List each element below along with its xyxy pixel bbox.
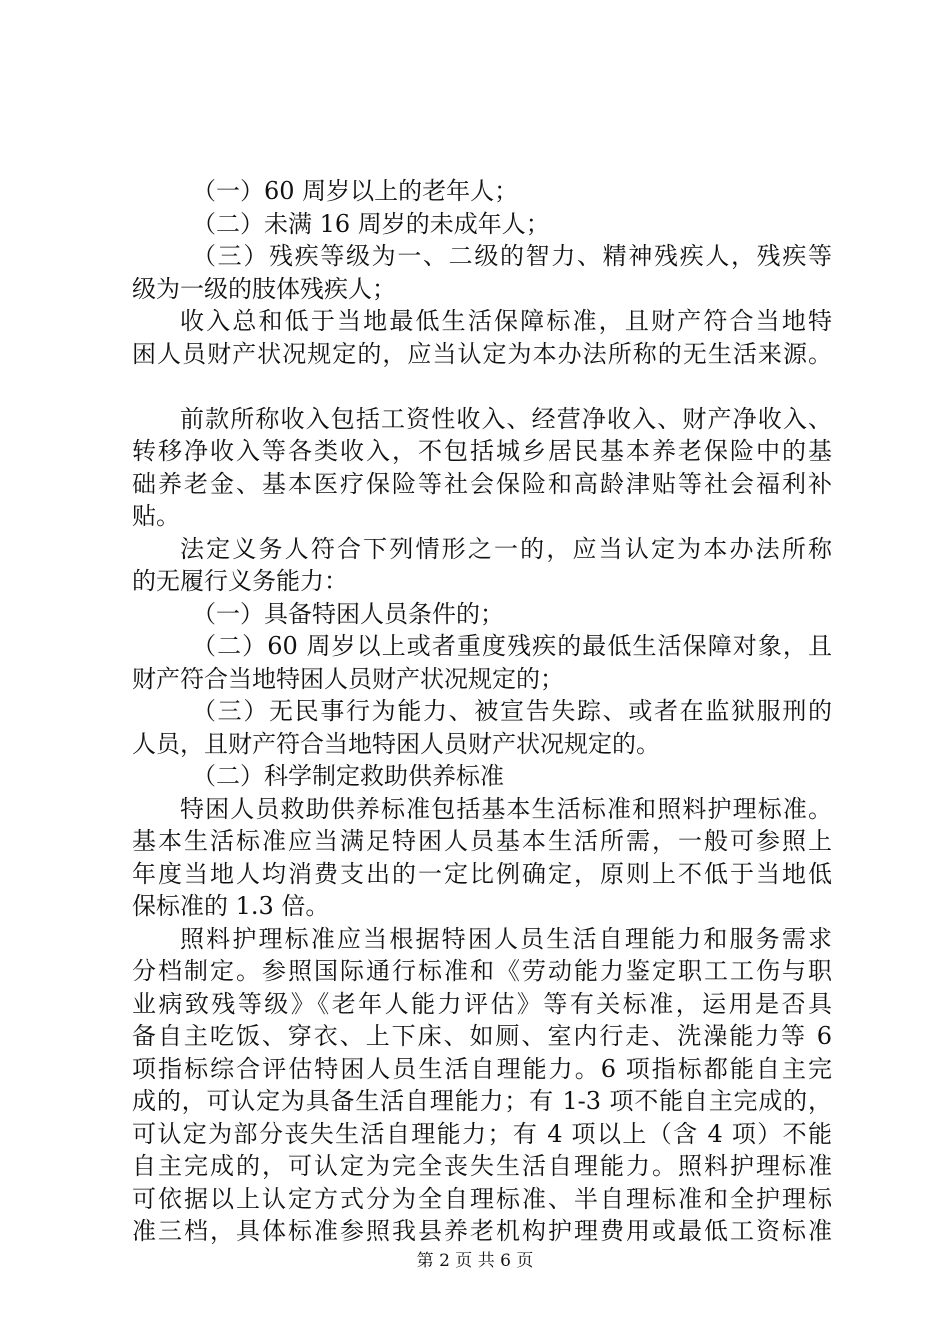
text-line: （二）未满 16 周岁的未成年人；: [192, 209, 550, 238]
section-heading: （二）科学制定救助供养标准: [192, 762, 504, 790]
text-line: 自主完成的，可认定为完全丧失生活自理能力。照料护理标准: [132, 1152, 832, 1180]
text-line: 级为一级的肢体残疾人；: [132, 274, 396, 303]
text-line: 分档制定。参照国际通行标准和《劳动能力鉴定职工工伤与职: [132, 957, 832, 985]
text-line: 法定义务人符合下列情形之一的，应当认定为本办法所称: [180, 534, 832, 563]
text-line: 备自主吃饭、穿衣、上下床、如厕、室内行走、洗澡能力等 6: [132, 1022, 832, 1050]
text-line: 的无履行义务能力：: [132, 567, 348, 595]
text-line: （一）60 周岁以上的老年人；: [192, 177, 519, 205]
text-line: 保标准的 1.3 倍。: [132, 892, 330, 920]
text-line: （三）无民事行为能力、被宣告失踪、或者在监狱服刑的: [192, 697, 832, 725]
text-line: 人员，且财产符合当地特困人员财产状况规定的。: [132, 729, 660, 758]
text-line: 年度当地人均消费支出的一定比例确定，原则上不低于当地低: [132, 859, 832, 888]
text-line: 特困人员救助供养标准包括基本生活标准和照料护理标准。: [180, 794, 832, 823]
text-line: 财产符合当地特困人员财产状况规定的；: [132, 664, 564, 693]
page-number-footer: 第 2 页 共 6 页: [416, 1251, 534, 1271]
text-line: 可依据以上认定方式分为全自理标准、半自理标准和全护理标: [132, 1184, 832, 1213]
text-line: 贴。: [132, 502, 180, 530]
text-line: 收入总和低于当地最低生活保障标准，且财产符合当地特: [180, 307, 832, 335]
text-line: （三）残疾等级为一、二级的智力、精神残疾人，残疾等: [192, 242, 832, 270]
document-body: [132, 175, 832, 1248]
text-line: 准三档，具体标准参照我县养老机构护理费用或最低工资标准: [132, 1217, 832, 1245]
text-line: 基本生活标准应当满足特困人员基本生活所需，一般可参照上: [132, 827, 832, 855]
text-line: 成的，可认定为具备生活自理能力；有 1-3 项不能自主完成的，: [132, 1087, 832, 1115]
text-line: 础养老金、基本医疗保险等社会保险和高龄津贴等社会福利补: [132, 469, 832, 498]
paragraph-gap: [132, 370, 832, 403]
text-line: （二）60 周岁以上或者重度残疾的最低生活保障对象，且: [192, 632, 832, 660]
text-line: 困人员财产状况规定的，应当认定为本办法所称的无生活来源。: [132, 339, 832, 368]
text-line: 可认定为部分丧失生活自理能力；有 4 项以上（含 4 项）不能: [132, 1119, 832, 1148]
text-line: 前款所称收入包括工资性收入、经营净收入、财产净收入、: [180, 404, 832, 433]
text-line: 业病致残等级》《老年人能力评估》等有关标准，运用是否具: [132, 989, 832, 1018]
text-line: （一）具备特困人员条件的；: [192, 599, 504, 628]
text-line: 转移净收入等各类收入，不包括城乡居民基本养老保险中的基: [132, 437, 832, 465]
text-line: 项指标综合评估特困人员生活自理能力。6 项指标都能自主完: [132, 1054, 832, 1083]
text-line: 照料护理标准应当根据特困人员生活自理能力和服务需求: [180, 924, 832, 953]
